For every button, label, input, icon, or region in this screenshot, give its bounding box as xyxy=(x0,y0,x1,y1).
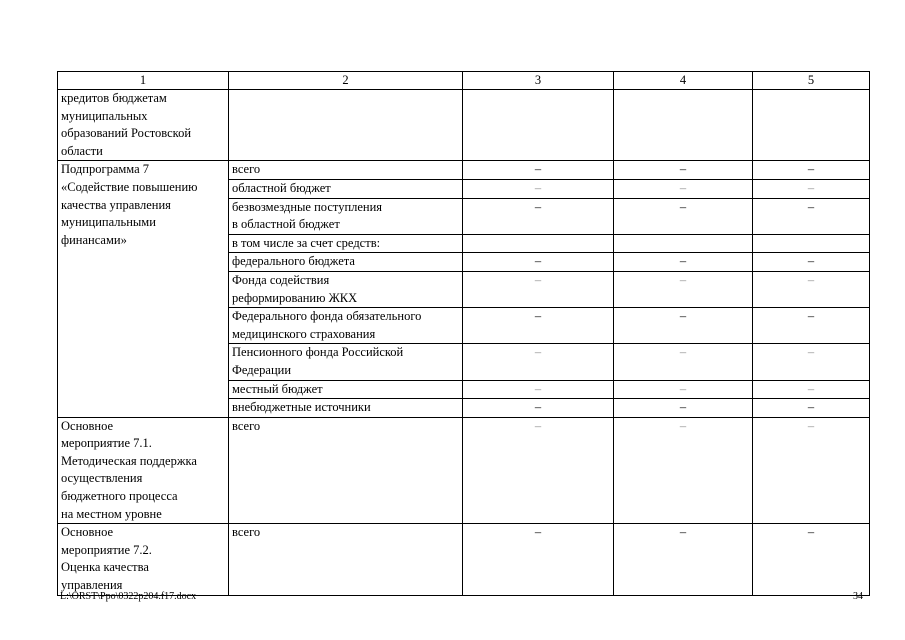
dash-value: – xyxy=(807,162,815,177)
funding-source-line: внебюджетные источники xyxy=(232,400,371,415)
value-cell xyxy=(463,344,614,380)
measure-title-line: на местном уровне xyxy=(61,506,162,521)
funding-source-line: Фонда содействия xyxy=(232,272,330,287)
value-cell xyxy=(463,198,614,234)
dash-value: – xyxy=(807,381,815,396)
column-header: 4 xyxy=(614,72,753,90)
dash-value: – xyxy=(534,345,542,360)
funding-source-cell xyxy=(229,179,463,198)
measure-title-line: управления xyxy=(61,578,123,593)
funding-source-line: реформированию ЖКХ xyxy=(232,290,358,305)
value-cell xyxy=(753,417,870,524)
measure-title-line: мероприятие 7.1. xyxy=(61,436,152,451)
funding-source-line: всего xyxy=(232,162,261,177)
subprogram-title-cell xyxy=(58,161,229,417)
value-cell xyxy=(463,417,614,524)
dash-value: – xyxy=(807,525,815,540)
dash-value: – xyxy=(679,162,687,177)
dash-value: – xyxy=(679,199,687,214)
dash-value: – xyxy=(679,309,687,324)
value-cell xyxy=(463,179,614,198)
table-row xyxy=(58,90,870,161)
subprogram-title-line: «Содействие повышению xyxy=(61,179,198,194)
funding-source-line: в том числе за счет средств: xyxy=(232,235,381,250)
value-cell xyxy=(753,179,870,198)
dash-value: – xyxy=(679,525,687,540)
measure-title-line: Методическая поддержка xyxy=(61,453,197,468)
funding-source-cell xyxy=(229,161,463,180)
table-row xyxy=(58,161,870,180)
dash-value: – xyxy=(534,309,542,324)
funding-source-cell xyxy=(229,234,463,253)
value-cell xyxy=(463,90,614,161)
source-cell xyxy=(229,90,463,161)
value-cell xyxy=(614,399,753,418)
page-number: 34 xyxy=(853,591,863,602)
funding-source-cell xyxy=(229,524,463,595)
table-row xyxy=(58,524,870,595)
header-row xyxy=(58,72,870,90)
value-cell xyxy=(614,198,753,234)
value-cell xyxy=(614,234,753,253)
funding-source-line: местный бюджет xyxy=(232,381,323,396)
dash-value: – xyxy=(679,345,687,360)
column-header: 2 xyxy=(229,72,463,90)
funding-source-cell xyxy=(229,380,463,399)
dash-value: – xyxy=(807,272,815,287)
funding-source-line: безвозмездные поступления xyxy=(232,199,383,214)
dash-value: – xyxy=(534,254,542,269)
funding-source-cell xyxy=(229,344,463,380)
value-cell xyxy=(463,234,614,253)
budget-table xyxy=(57,71,870,596)
subprogram-title-line: качества управления xyxy=(61,197,171,212)
table-body xyxy=(58,90,870,596)
table-row xyxy=(58,417,870,524)
value-cell xyxy=(753,380,870,399)
measure-title-cell xyxy=(58,417,229,524)
measure-title-line: мероприятие 7.2. xyxy=(61,542,152,557)
dash-value: – xyxy=(807,254,815,269)
dash-value: – xyxy=(679,381,687,396)
measure-title-line: осуществления xyxy=(61,471,143,486)
funding-source-line: всего xyxy=(232,418,261,433)
value-cell xyxy=(463,253,614,272)
measure-title-line: Основное xyxy=(61,418,114,433)
value-cell xyxy=(614,308,753,344)
value-cell xyxy=(753,308,870,344)
measure-title-line: Основное xyxy=(61,525,114,540)
value-cell xyxy=(753,90,870,161)
funding-source-cell xyxy=(229,271,463,307)
value-cell xyxy=(463,399,614,418)
row-title-line: кредитов бюджетам xyxy=(61,91,167,105)
funding-source-cell xyxy=(229,253,463,272)
dash-value: – xyxy=(534,162,542,177)
funding-source-line: всего xyxy=(232,525,261,540)
value-cell xyxy=(753,161,870,180)
value-cell xyxy=(463,524,614,595)
dash-value: – xyxy=(807,400,815,415)
subprogram-title-line: финансами» xyxy=(61,232,127,247)
value-cell xyxy=(753,198,870,234)
column-header: 1 xyxy=(58,72,229,90)
measure-title-line: Оценка качества xyxy=(61,560,149,575)
row-title-line: образований Ростовской xyxy=(61,126,192,141)
dash-value: – xyxy=(534,418,542,433)
value-cell xyxy=(463,308,614,344)
funding-source-line: Федерации xyxy=(232,362,292,377)
funding-source-line: федерального бюджета xyxy=(232,254,355,269)
value-cell xyxy=(614,417,753,524)
value-cell xyxy=(614,344,753,380)
funding-source-cell xyxy=(229,417,463,524)
value-cell xyxy=(753,524,870,595)
value-cell xyxy=(614,271,753,307)
funding-source-cell xyxy=(229,308,463,344)
value-cell xyxy=(753,344,870,380)
dash-value: – xyxy=(807,309,815,324)
footer-file-path: L:\ORST\Ppo\0322p204.f17.docx xyxy=(60,591,197,602)
column-header: 5 xyxy=(753,72,870,90)
value-cell xyxy=(614,380,753,399)
value-cell xyxy=(614,524,753,595)
value-cell xyxy=(463,161,614,180)
dash-value: – xyxy=(807,418,815,433)
row-title-cell xyxy=(58,90,229,161)
value-cell xyxy=(463,380,614,399)
measure-title-cell xyxy=(58,524,229,595)
dash-value: – xyxy=(534,272,542,287)
subprogram-title-line: Подпрограмма 7 xyxy=(61,162,150,177)
column-header: 3 xyxy=(463,72,614,90)
value-cell xyxy=(753,253,870,272)
funding-source-cell xyxy=(229,399,463,418)
value-cell xyxy=(753,399,870,418)
dash-value: – xyxy=(807,180,815,195)
funding-source-line: Федерального фонда обязательного xyxy=(232,309,422,324)
value-cell xyxy=(614,179,753,198)
funding-source-cell xyxy=(229,198,463,234)
dash-value: – xyxy=(534,199,542,214)
value-cell xyxy=(614,161,753,180)
dash-value: – xyxy=(807,345,815,360)
dash-value: – xyxy=(807,199,815,214)
funding-source-line: областной бюджет xyxy=(232,180,331,195)
value-cell xyxy=(753,271,870,307)
dash-value: – xyxy=(534,400,542,415)
funding-source-line: Пенсионного фонда Российской xyxy=(232,345,404,360)
value-cell xyxy=(614,253,753,272)
dash-value: – xyxy=(534,180,542,195)
dash-value: – xyxy=(679,254,687,269)
measure-title-line: бюджетного процесса xyxy=(61,489,178,504)
dash-value: – xyxy=(679,400,687,415)
funding-source-line: медицинского страхования xyxy=(232,326,376,341)
dash-value: – xyxy=(679,272,687,287)
dash-value: – xyxy=(534,381,542,396)
dash-value: – xyxy=(679,180,687,195)
value-cell xyxy=(463,271,614,307)
row-title-line: области xyxy=(61,143,103,158)
funding-source-line: в областной бюджет xyxy=(232,217,340,232)
dash-value: – xyxy=(679,418,687,433)
dash-value: – xyxy=(534,525,542,540)
value-cell xyxy=(614,90,753,161)
subprogram-title-line: муниципальными xyxy=(61,215,156,230)
value-cell xyxy=(753,234,870,253)
row-title-line: муниципальных xyxy=(61,108,148,123)
